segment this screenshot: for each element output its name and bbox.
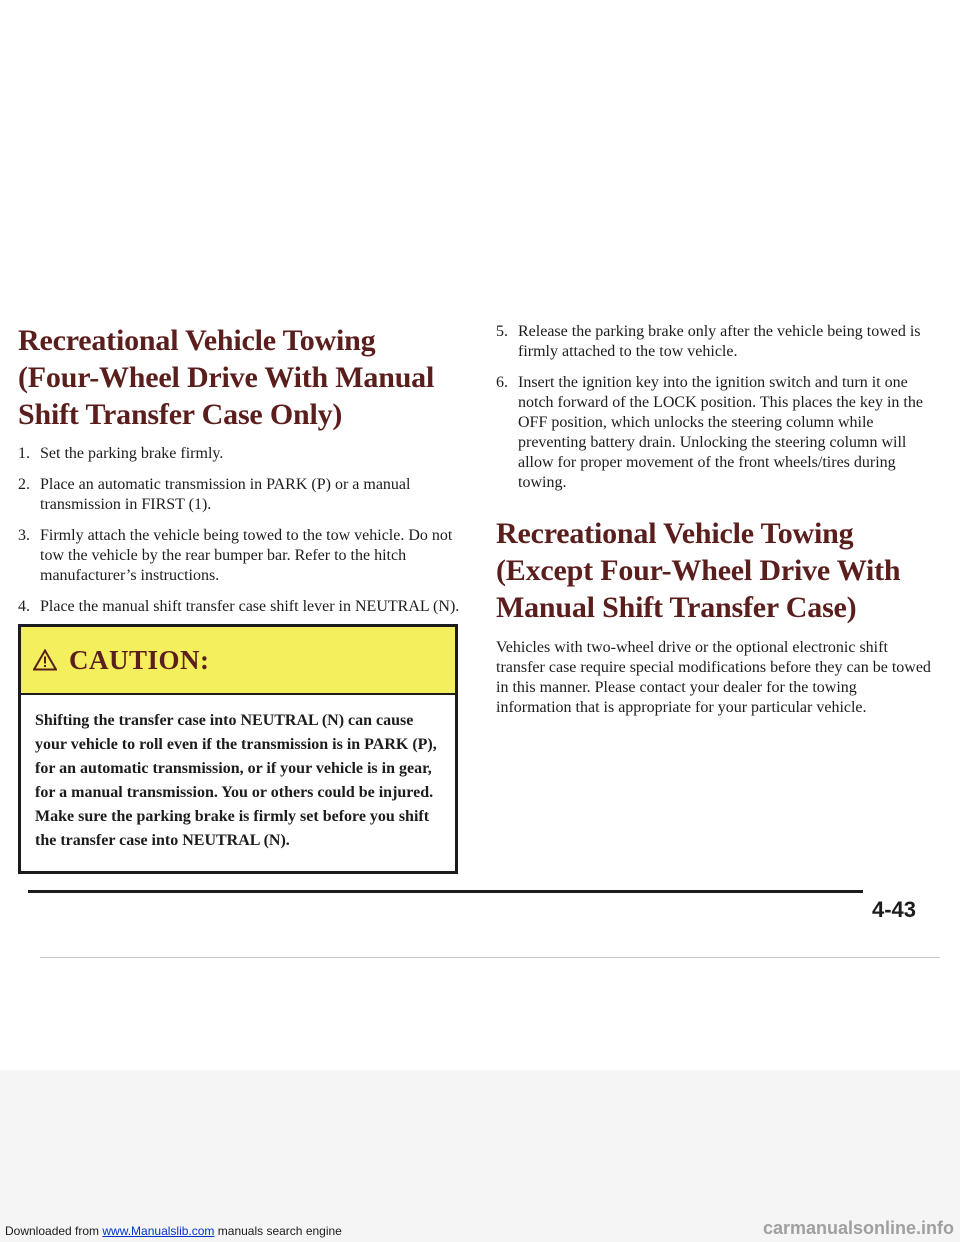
- step-text: Insert the ignition key into the ignition switch and turn it one notch forward of the LOCK position. This places the key in the OFF position, which unlocks the steering column while preventing battery drain. Unlocking the steering column will allow for proper movement of the front wheels/tires during towing.: [518, 374, 923, 491]
- step-item: [18, 597, 463, 617]
- download-footer: [5, 1224, 342, 1238]
- right-column: [496, 322, 936, 718]
- caution-header: [21, 627, 455, 695]
- step-text: Set the parking brake firmly.: [40, 445, 224, 462]
- footer-suffix: manuals search engine: [214, 1224, 342, 1238]
- step-number: 2.: [18, 476, 30, 493]
- step-text: Release the parking brake only after the vehicle being towed is firmly attached to the tow vehicle.: [518, 323, 921, 360]
- step-number: 1.: [18, 445, 30, 462]
- step-item: [18, 475, 463, 515]
- step-item: [18, 444, 463, 464]
- page-rule: [28, 890, 863, 893]
- step-item: [496, 373, 936, 493]
- page-number: 4-43: [872, 897, 917, 922]
- step-item: [496, 322, 936, 362]
- manualslib-link[interactable]: www.Manualslib.com: [102, 1224, 215, 1238]
- step-item: [18, 526, 463, 586]
- watermark-text: carmanualsonline.info: [762, 1218, 954, 1238]
- step-number: 4.: [18, 598, 30, 615]
- left-column: [18, 322, 463, 617]
- caution-title: CAUTION:: [69, 644, 210, 675]
- step-text: Place the manual shift transfer case shift lever in NEUTRAL (N).: [40, 598, 460, 615]
- step-number: 3.: [18, 527, 30, 544]
- caution-box: [18, 624, 458, 874]
- section-heading-four-wheel: Recreational Vehicle Towing (Four-Wheel Drive With Manual Shift Transfer Case Only): [18, 324, 435, 431]
- caution-text: Shifting the transfer case into NEUTRAL (N) can cause your vehicle to roll even if the transmission is in PARK (P), for an automatic transmission, or if your vehicle is in gear, for a manual transmission. You or others could be injured. Make sure the parking brake is firmly set before you shift the transfer case into NEUTRAL (N).: [35, 712, 437, 849]
- scan-artifact-line: [40, 957, 940, 958]
- section-paragraph: Vehicles with two-wheel drive or the optional electronic shift transfer case require special modifications before they can be towed in this manner. Please contact your dealer for the towing information that is appropriate for your particular vehicle.: [496, 639, 931, 716]
- step-text: Place an automatic transmission in PARK (P) or a manual transmission in FIRST (1).: [40, 476, 411, 513]
- steps-list-left: [18, 444, 463, 617]
- step-number: 5.: [496, 323, 508, 340]
- footer-prefix: Downloaded from: [5, 1224, 103, 1238]
- section-heading-except: Recreational Vehicle Towing (Except Four-Wheel Drive With Manual Shift Transfer Case): [496, 517, 901, 624]
- bottom-margin: [0, 1070, 960, 1242]
- step-text: Firmly attach the vehicle being towed to the tow vehicle. Do not tow the vehicle by the rear bumper bar. Refer to the hitch manufacturer’s instructions.: [40, 527, 453, 584]
- step-number: 6.: [496, 374, 508, 391]
- warning-triangle-icon: [33, 649, 57, 671]
- steps-list-right: [496, 322, 936, 493]
